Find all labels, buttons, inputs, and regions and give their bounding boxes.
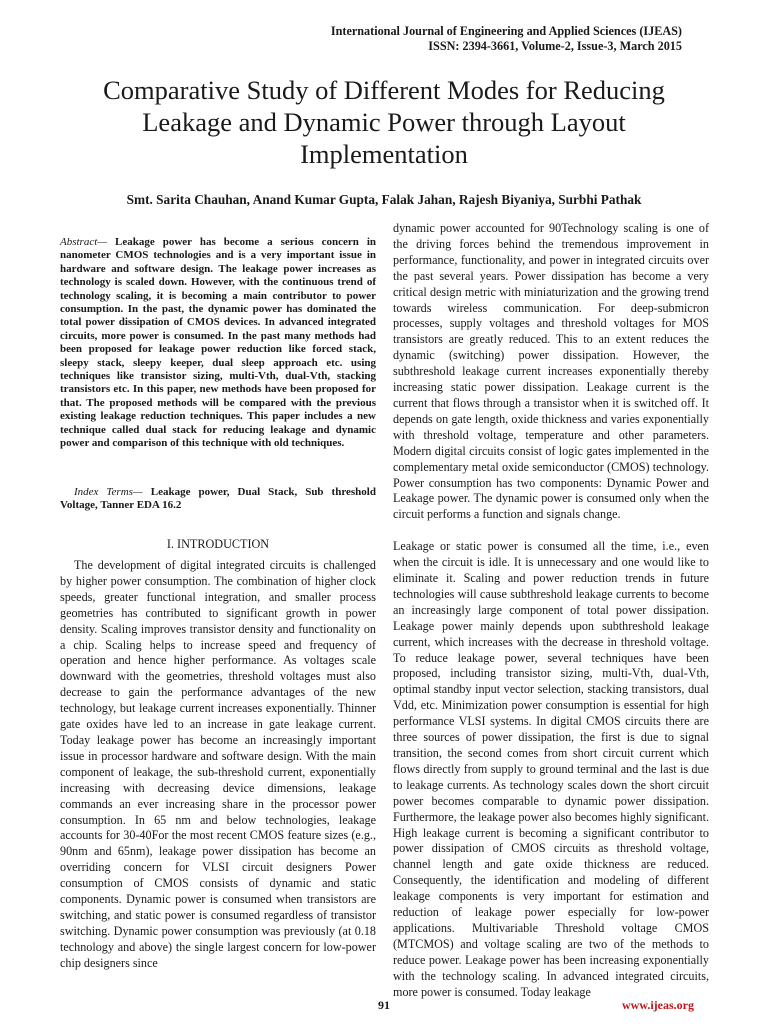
abstract-label: Abstract—: [60, 236, 108, 248]
abstract: [60, 236, 376, 451]
index-terms-label: Index Terms—: [74, 486, 143, 498]
journal-url-link[interactable]: www.ijeas.org: [622, 998, 694, 1012]
introduction-heading: I. INTRODUCTION: [166, 537, 270, 551]
journal-name: International Journal of Engineering and Applied Sciences (IJEAS): [330, 24, 682, 38]
paper-title: Comparative Study of Different Modes for Reducing Leakage and Dynamic Power through Layout Implementation: [103, 75, 665, 169]
index-terms-text: Leakage power, Dual Stack, Sub threshold Voltage, Tanner EDA 16.2: [60, 486, 376, 512]
abstract-text: Leakage power has become a serious concern in nanometer CMOS technologies and is a very important issue in hardware and software design. The leakage power increases as technology is scaled down. However, with the continuous trend of technology scaling, it is becoming a main contributor to power consumption. In the past, the dynamic power has dominated the total power dissipation of CMOS devices. In advanced integrated circuits, more power is consumed. In the past many methods had been proposed for leakage power reduction like forced stack, sleepy stack, sleepy keeper, dual sleep approach etc. using techniques like transistor sizing, multi-Vth, dual-Vth, stacking transistors etc. In this paper, new methods have been proposed for that. The proposed methods will be compared with the previous existing leakage reduction techniques. This paper includes a new technique called dual stack for reducing leakage and dynamic power and comparison of this technique with old techniques.: [60, 236, 376, 450]
journal-header: [331, 24, 682, 54]
right-column: [393, 221, 709, 1001]
right-paragraph-2: Leakage or static power is consumed all the time, i.e., even when the circuit is idle. It is unnecessary and one would like to eliminate it. Scaling and power reduction trends in future technologies will cause subthreshold leakage currents to become an increasingly large component of total power dissipation. Leakage power mainly depends upon subthreshold leakage current, which increases with the decrease in threshold voltage. To reduce leakage power, several techniques have been proposed, including transistor sizing, multi-Vth, dual-Vth, optimal standby input vector selection, stacking transistors, dual Vdd, etc. Minimization power consumption is essential for high performance VLSI systems. In digital CMOS circuits there are three sources of power dissipation, the first is due to signal transition, the second comes from short circuit current which flows directly from supply to ground terminal and the last is due to leakage currents. As technology scales down the short circuit power becomes comparable to dynamic power dissipation. Furthermore, the leakage power also becomes highly significant. High leakage current is becoming a significant contributor to power dissipation of CMOS circuits as threshold voltage, channel length and gate oxide thickness are reduced. Consequently, the identification and modeling of different leakage components is very important for estimation and reduction of leakage power especially for low-power applications. Multivariable Threshold voltage CMOS (MTCMOS) and voltage scaling are two of the methods to reduce power. Leakage power has been increasing exponentially with the technology scaling. In advanced integrated circuits, more power is consumed. Today leakage: [393, 539, 709, 999]
introduction-text: The development of digital integrated circuits is challenged by higher power consumption. The combination of higher clock speeds, greater functional integration, and smaller process geometries has contributed to significant growth in power density. Scaling improves transistor density and functionality on a chip. Scaling helps to increase speed and frequency of operation and hence higher performance. As voltages scale downward with the geometries, threshold voltages must also decrease to gain the performance advantages of the new technology, but leakage current increases exponentially. Thinner gate oxides have led to an increase in gate leakage current. Today leakage power has become an increasingly important issue in processor hardware and software design. With the main component of leakage, the sub-threshold current, exponentially increasing with decreasing device dimensions, leakage commands an ever increasing share in the processor power consumption. In 65 nm and below technologies, leakage accounts for 30-40For the most recent CMOS feature sizes (e.g., 90nm and 65nm), leakage power dissipation has become an overriding concern for VLSI circuit designers Power consumption of CMOS consists of dynamic and static components. Dynamic power is consumed when transistors are switching, and static power is consumed regardless of transistor switching. Dynamic power consumption was previously (at 0.18 technology and above) the single largest concern for low-power chip designers since: [60, 558, 376, 970]
journal-issn: ISSN: 2394-3661, Volume-2, Issue-3, March 2015: [428, 39, 682, 53]
index-terms: [60, 486, 376, 513]
page-number: 91: [378, 998, 390, 1012]
right-paragraph-1: dynamic power accounted for 90Technology scaling is one of the driving forces behind the tremendous improvement in performance, functionality, and power in integrated circuits over the past several years. Power dissipation has become a very critical design metric with miniaturization and the growing trend towards wireless communication. For deep-submicron processes, supply voltages and threshold voltages for MOS transistors are greatly reduced. This to an extent reduces the dynamic (switching) power dissipation. However, the subthreshold leakage current increases exponentially thereby increasing static power dissipation. Leakage current is the current that flows through a transistor when it is switched off. It depends on gate length, oxide thickness and varies exponentially with threshold voltage, temperature and other parameters. Modern digital circuits consist of logic gates implemented in the complementary metal oxide semiconductor (CMOS) technology. Power consumption has two components: Dynamic Power and Leakage power. The dynamic power is consumed only when the circuit performs a function and signals change.: [393, 221, 709, 522]
paper-authors: Smt. Sarita Chauhan, Anand Kumar Gupta, Falak Jahan, Rajesh Biyaniya, Surbhi Pathak: [126, 192, 642, 207]
